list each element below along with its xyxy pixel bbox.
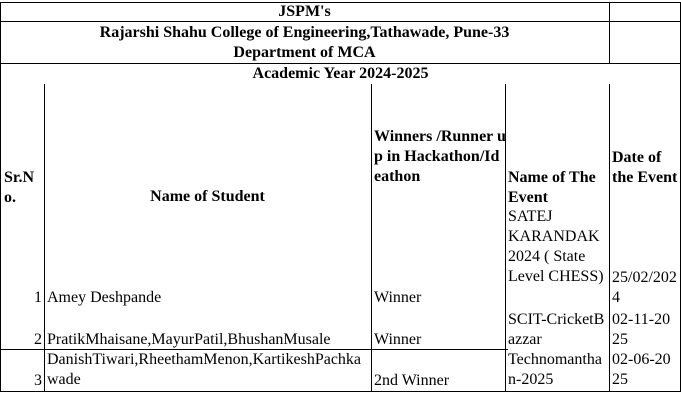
row-result: Winner [374, 289, 422, 306]
row-sr: 2 [34, 331, 42, 348]
grid-line [44, 84, 45, 392]
row-student-name: DanishTiwari,RheethamMenon,KartikeshPachkawade [47, 351, 362, 388]
row-result: 2nd Winner [374, 372, 450, 389]
row-event: SCIT-CricketBazzar [508, 311, 605, 348]
col-header-sr-no: Sr.No. [4, 169, 35, 206]
grid-line [609, 84, 610, 392]
row-date: 25/02/2024 [612, 269, 677, 306]
row-date: 02-11-2025 [612, 311, 671, 348]
grid-line [609, 2, 610, 63]
row-sr: 1 [34, 289, 42, 306]
row-sr: 3 [34, 372, 42, 389]
department-name: Department of MCA [233, 44, 376, 61]
college-name: Rajarshi Shahu College of Engineering,Tathawade, Pune-33 [99, 24, 510, 41]
col-header-winner: Winners /Runner up in Hackathon/Ideathon [374, 128, 506, 185]
row-date: 02-06-2025 [612, 351, 671, 388]
row-event: Technomanthan-2025 [508, 351, 602, 388]
grid-line [371, 84, 372, 392]
row-result: Winner [374, 331, 422, 348]
row-event: SATEJ KARANDAK 2024 ( State Level CHESS) [508, 208, 604, 285]
col-header-date: Date of the Event [612, 149, 678, 186]
grid-line [0, 391, 681, 392]
row-student-name: Amey Deshpande [47, 289, 162, 306]
row-student-name: PratikMhaisane,MayurPatil,BhushanMusale [47, 331, 331, 348]
col-header-event: Name of The Event [508, 169, 596, 206]
academic-year: Academic Year 2024-2025 [252, 65, 429, 82]
org-title: JSPM's [278, 3, 331, 20]
col-header-name: Name of Student [150, 188, 265, 205]
